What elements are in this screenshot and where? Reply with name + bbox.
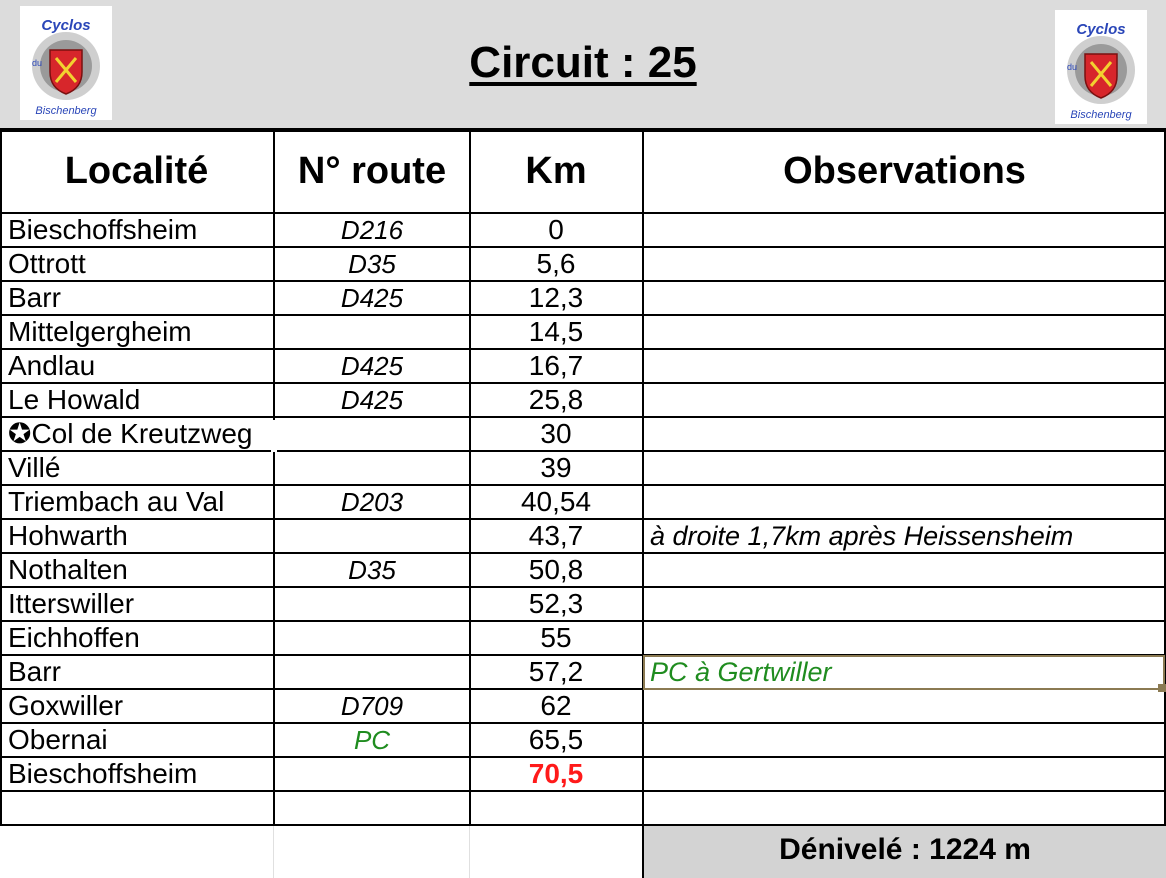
cell-route: PC [353, 725, 391, 755]
cell-km: 55 [540, 622, 572, 653]
cell-route: D709 [340, 691, 404, 721]
selected-cell-outline [643, 655, 1165, 690]
cell-km: 40,54 [520, 486, 592, 517]
cell-route: D35 [348, 555, 396, 585]
cell-localite: Hohwarth [8, 520, 128, 551]
cell-localite: Mittelgergheim [8, 316, 192, 347]
svg-text:Bischenberg: Bischenberg [1070, 109, 1132, 121]
cell-route: D425 [340, 351, 404, 381]
svg-text:du: du [32, 58, 43, 68]
cell-localite: Triembach au Val [8, 486, 225, 517]
cell-localite: Villé [8, 452, 61, 483]
cell-localite: Obernai [8, 724, 108, 755]
cell-route: D216 [340, 215, 404, 245]
cell-km: 0 [548, 214, 564, 245]
cell-localite: ✪Col de Kreutzweg [8, 418, 253, 449]
cell-localite: Eichhoffen [8, 622, 140, 653]
cell-localite: Barr [8, 282, 61, 313]
cell-km: 12,3 [528, 282, 584, 313]
gridline-vertical [642, 130, 644, 878]
svg-text:du: du [1067, 62, 1078, 72]
gridline-faint [273, 826, 274, 878]
cell-route: D425 [340, 385, 404, 415]
cell-km: 70,5 [528, 758, 584, 789]
cell-observations: PC à Gertwiller [650, 657, 832, 687]
overflow-mask [271, 420, 277, 452]
club-logo-right [1055, 10, 1147, 124]
cell-localite: Bieschoffsheim [8, 214, 198, 245]
cell-localite: Itterswiller [8, 588, 135, 619]
cell-observations: à droite 1,7km après Heissensheim [650, 521, 1074, 551]
column-header-route: N° route [297, 150, 447, 192]
page-title: Circuit : 25 [469, 38, 697, 87]
column-header-localite: Localité [64, 150, 209, 192]
cell-km: 14,5 [528, 316, 584, 347]
cell-localite: Ottrott [8, 248, 86, 279]
cell-km: 62 [540, 690, 572, 721]
cell-localite: Barr [8, 656, 61, 687]
cell-route: D203 [340, 487, 404, 517]
cell-localite: Nothalten [8, 554, 128, 585]
cell-km: 39 [540, 452, 572, 483]
fill-handle[interactable] [1158, 684, 1166, 692]
column-header-observations: Observations [783, 150, 1026, 192]
cell-km: 25,8 [528, 384, 584, 415]
cell-km: 65,5 [528, 724, 584, 755]
elevation-total: Dénivelé : 1224 m [644, 826, 1166, 878]
cell-km: 43,7 [528, 520, 584, 551]
cell-km: 50,8 [528, 554, 584, 585]
cell-km: 16,7 [528, 350, 584, 381]
cell-km: 57,2 [528, 656, 584, 687]
gridline-horizontal [0, 130, 1166, 132]
cell-km: 30 [540, 418, 572, 449]
svg-text:Cyclos: Cyclos [41, 17, 91, 34]
svg-text:Cyclos: Cyclos [1076, 21, 1126, 38]
cell-km: 52,3 [528, 588, 584, 619]
gridline-faint [469, 826, 470, 878]
cell-route: D35 [348, 249, 396, 279]
column-header-km: Km [525, 150, 587, 192]
cell-route: D425 [340, 283, 404, 313]
cell-km: 5,6 [536, 248, 576, 279]
cell-localite: Goxwiller [8, 690, 124, 721]
cell-localite: Le Howald [8, 384, 141, 415]
cell-localite: Andlau [8, 350, 96, 381]
cell-localite: Bieschoffsheim [8, 758, 198, 789]
svg-text:Bischenberg: Bischenberg [35, 105, 97, 117]
gridline-vertical [0, 128, 2, 826]
